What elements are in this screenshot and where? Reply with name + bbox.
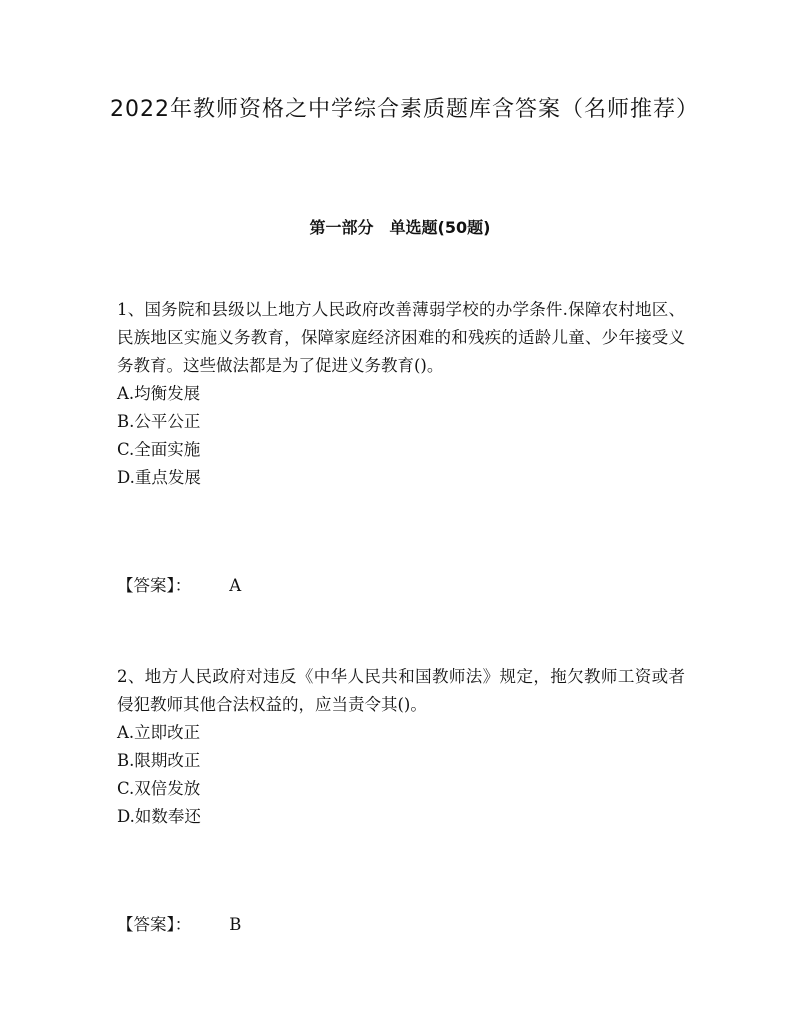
answer-value: A: [229, 576, 242, 595]
answer-value: B: [229, 915, 242, 934]
answer-label: 【答案】：: [117, 576, 192, 595]
option-c: C.全面实施: [117, 440, 201, 459]
option-a: A.立即改正: [117, 723, 201, 742]
question-stem: 1、国务院和县级以上地方人民政府改善薄弱学校的办学条件.保障农村地区、民族地区实施义务教育，保障家庭经济困难的和残疾的适龄儿童、少年接受义务教育。这些做法都是为了促进义务教育()。: [117, 300, 685, 375]
question-1: [117, 296, 685, 492]
option-c: C.双倍发放: [117, 779, 201, 798]
page-title: 2022年教师资格之中学综合素质题库含答案（名师推荐）: [110, 97, 699, 122]
option-b: B.公平公正: [117, 412, 201, 431]
section-title: 第一部分 单选题(50题): [309, 218, 491, 237]
question-stem: 2、地方人民政府对违反《中华人民共和国教师法》规定，拖欠教师工资或者侵犯教师其他合法权益的，应当责令其()。: [117, 667, 685, 714]
question-2: [117, 663, 685, 831]
option-a: A.均衡发展: [117, 384, 201, 403]
answer-label: 【答案】：: [117, 915, 192, 934]
option-d: D.重点发展: [117, 468, 201, 487]
option-b: B.限期改正: [117, 751, 201, 770]
answer-2: [117, 911, 241, 939]
option-d: D.如数奉还: [117, 807, 201, 826]
answer-1: [117, 572, 241, 600]
